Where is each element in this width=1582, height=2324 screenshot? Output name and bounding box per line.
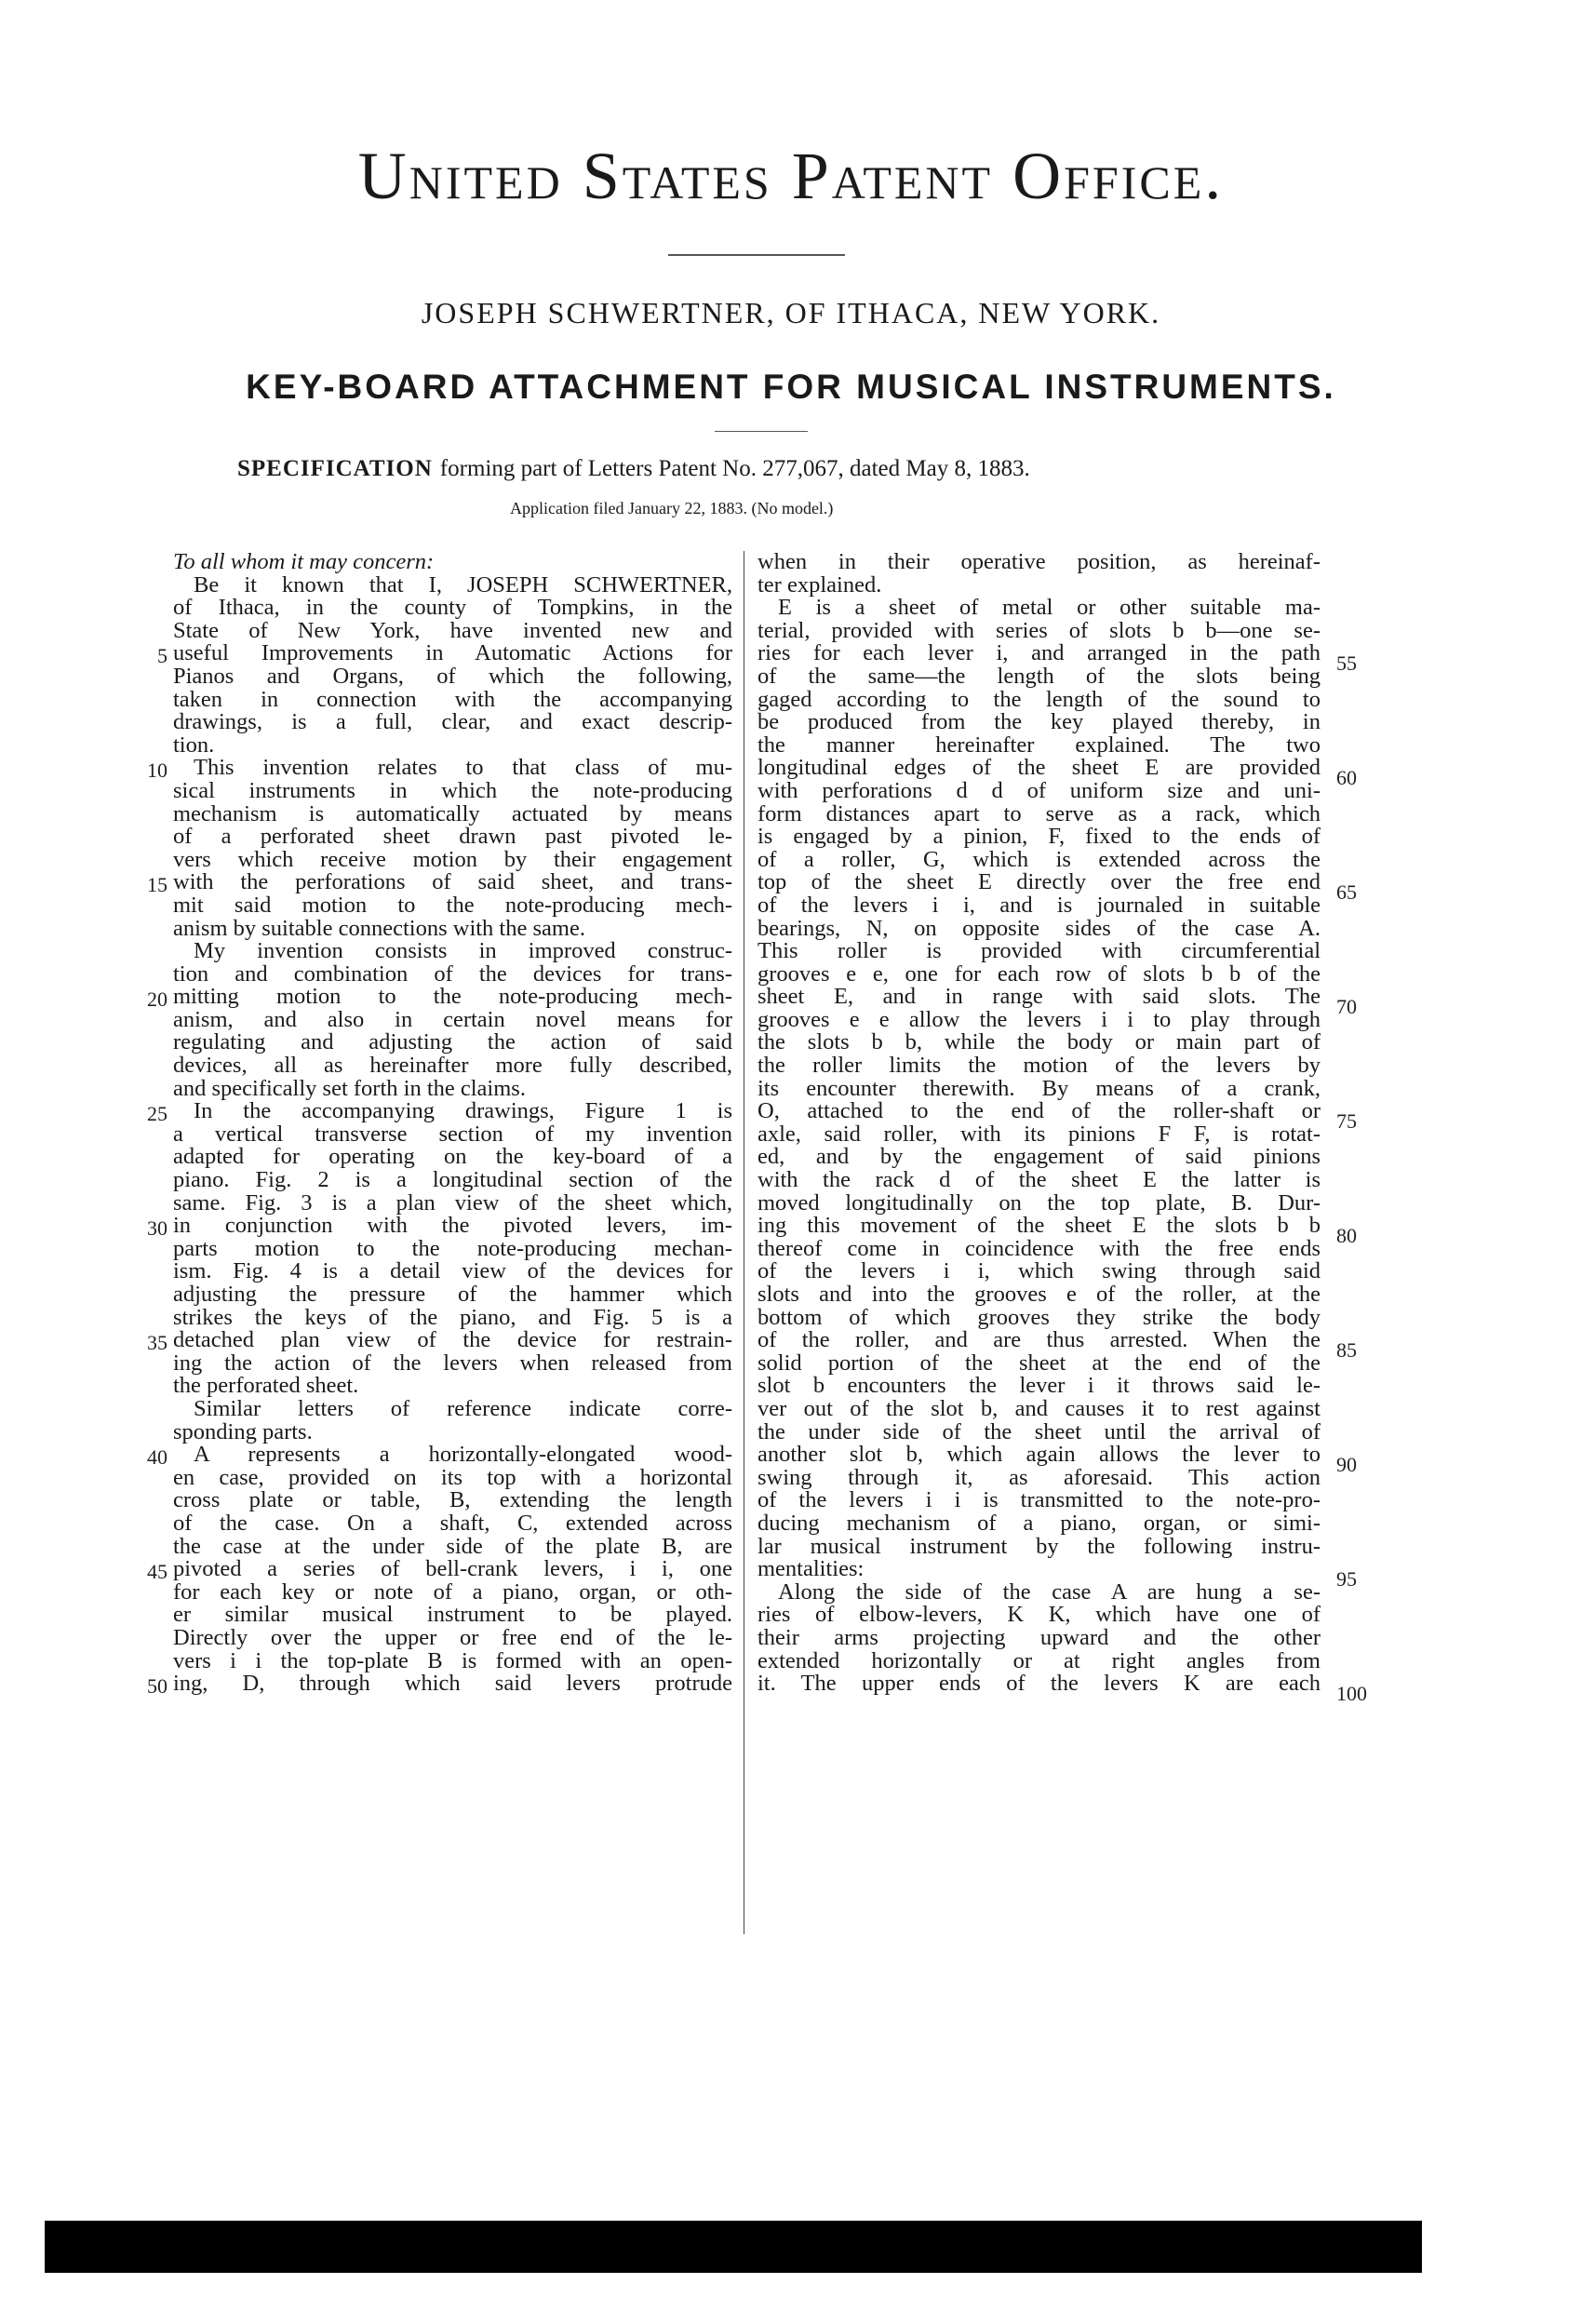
text-line: bearings, N, on opposite sides of the case A. — [757, 915, 1321, 941]
text-line: with the perforations of said sheet, and trans- — [173, 869, 732, 895]
text-line: of the levers i i, which swing through said — [757, 1258, 1321, 1284]
text-line: sical instruments in which the note-producing — [173, 777, 732, 803]
text-line: regulating and adjusting the action of said — [173, 1029, 732, 1055]
text-line: with the rack d of the sheet E the latter is — [757, 1167, 1321, 1193]
specification-text: forming part of Letters Patent No. 277,067, dated May 8, 1883. — [439, 456, 1030, 481]
text-line: To all whom it may concern: — [173, 549, 435, 574]
line-number: 60 — [1336, 766, 1357, 790]
text-line: In the accompanying drawings, Figure 1 is — [194, 1098, 732, 1124]
divider-rule — [715, 431, 808, 432]
left-column — [173, 551, 732, 1696]
text-line: State of New York, have invented new and — [173, 617, 732, 643]
text-line: thereof come in coincidence with the free ends — [757, 1235, 1321, 1261]
text-line: be produced from the key played thereby, in — [757, 709, 1321, 735]
text-line: adapted for operating on the key-board of a — [173, 1144, 732, 1170]
text-line: er similar musical instrument to be played. — [173, 1602, 732, 1628]
line-number: 30 — [147, 1216, 168, 1241]
text-line: My invention consists in improved construc- — [194, 938, 732, 964]
text-line: and specifically set forth in the claims. — [173, 1075, 526, 1101]
text-line: terial, provided with series of slots b b—one se- — [757, 617, 1321, 643]
text-line: ing, D, through which said levers protrude — [173, 1671, 732, 1697]
text-line: form distances apart to serve as a rack, which — [757, 800, 1321, 826]
text-line: devices, all as hereinafter more fully described, — [173, 1053, 732, 1079]
text-line: A represents a horizontally-elongated wood- — [194, 1442, 732, 1468]
line-number: 35 — [147, 1331, 168, 1355]
text-line: the slots b b, while the body or main part of — [757, 1029, 1321, 1055]
text-line: mentalities: — [757, 1556, 865, 1582]
text-line: mit said motion to the note-producing mech- — [173, 892, 732, 918]
line-number: 80 — [1336, 1224, 1357, 1248]
text-line: of the same—the length of the slots being — [757, 663, 1321, 689]
text-line: longitudinal edges of the sheet E are provided — [757, 755, 1321, 781]
text-line: Similar letters of reference indicate corre- — [194, 1395, 732, 1421]
text-line: the under side of the sheet until the arrival of — [757, 1418, 1321, 1444]
text-line: lar musical instrument by the following instru- — [757, 1533, 1321, 1559]
text-line: strikes the keys of the piano, and Fig. 5 is a — [173, 1304, 732, 1330]
text-line: with perforations d d of uniform size and uni- — [757, 777, 1321, 803]
specification-line — [237, 456, 1354, 482]
text-line: Along the side of the case A are hung a se- — [778, 1578, 1321, 1605]
text-line: of the levers i i, and is journaled in suitable — [757, 892, 1321, 918]
text-line: solid portion of the sheet at the end of the — [757, 1350, 1321, 1376]
text-line: sheet E, and in range with said slots. The — [757, 984, 1321, 1010]
text-line: Be it known that I, JOSEPH SCHWERTNER, — [194, 571, 732, 598]
inventor-line: JOSEPH SCHWERTNER, OF ITHACA, NEW YORK. — [421, 296, 1161, 329]
scan-edge-bar — [45, 2221, 1422, 2273]
text-line: of a perforated sheet drawn past pivoted le- — [173, 824, 732, 850]
text-line: extended horizontally or at right angles from — [757, 1647, 1321, 1673]
text-line: This roller is provided with circumferential — [757, 938, 1321, 964]
line-number: 65 — [1336, 880, 1357, 905]
text-line: tion and combination of the devices for trans- — [173, 960, 732, 987]
text-line: adjusting the pressure of the hammer which — [173, 1282, 732, 1307]
line-number: 40 — [147, 1445, 168, 1470]
text-line: the perforated sheet. — [173, 1373, 359, 1399]
text-line: tion. — [173, 732, 215, 758]
text-line: Pianos and Organs, of which the following, — [173, 663, 732, 689]
application-line: Application filed January 22, 1883. (No model.) — [510, 499, 834, 517]
right-column — [757, 551, 1321, 1696]
text-line: slots and into the grooves e of the roller, at the — [757, 1282, 1321, 1307]
text-line: ries for each lever i, and arranged in the path — [757, 640, 1321, 666]
text-line: drawings, is a full, clear, and exact descrip- — [173, 709, 732, 735]
text-line: ver out of the slot b, and causes it to rest against — [757, 1395, 1321, 1421]
text-line: vers which receive motion by their engagement — [173, 846, 732, 872]
text-line: ter explained. — [757, 571, 882, 598]
text-line: cross plate or table, B, extending the length — [173, 1487, 732, 1513]
text-line: pivoted a series of bell-crank levers, i i, one — [173, 1556, 732, 1582]
text-line: its encounter therewith. By means of a crank, — [757, 1075, 1321, 1101]
text-line: the case at the under side of the plate B, are — [173, 1533, 732, 1559]
text-line: for each key or note of a piano, organ, or oth- — [173, 1578, 732, 1605]
text-line: anism, and also in certain novel means for — [173, 1006, 732, 1032]
text-line: ing the action of the levers when released from — [173, 1350, 732, 1376]
text-line: of the case. On a shaft, C, extended across — [173, 1510, 732, 1536]
text-line: of the roller, and are thus arrested. When the — [757, 1327, 1321, 1353]
line-number: 15 — [147, 873, 168, 897]
line-number: 90 — [1336, 1453, 1357, 1477]
text-line: Directly over the upper or free end of the le- — [173, 1624, 732, 1650]
text-line: grooves e e, one for each row of slots b b of the — [757, 960, 1321, 987]
office-heading: United States Patent Office. — [357, 139, 1225, 213]
text-line: swing through it, as aforesaid. This action — [757, 1464, 1321, 1490]
text-line: a vertical transverse section of my invention — [173, 1121, 732, 1147]
line-number: 55 — [1336, 652, 1357, 676]
patent-title: KEY-BOARD ATTACHMENT FOR MUSICAL INSTRUMENTS. — [246, 368, 1336, 406]
text-line: slot b encounters the lever i it throws said le- — [757, 1373, 1321, 1399]
text-line: taken in connection with the accompanying — [173, 686, 732, 712]
text-line: O, attached to the end of the roller-shaft or — [757, 1098, 1321, 1124]
text-line: axle, said roller, with its pinions F F, is rotat- — [757, 1121, 1321, 1147]
text-line: parts motion to the note-producing mechan- — [173, 1235, 732, 1261]
line-number: 100 — [1336, 1682, 1367, 1706]
text-line: the roller limits the motion of the levers by — [757, 1053, 1321, 1079]
text-line: the manner hereinafter explained. The two — [757, 732, 1321, 758]
text-line: in conjunction with the pivoted levers, im- — [173, 1213, 732, 1239]
text-line: E is a sheet of metal or other suitable ma- — [778, 595, 1321, 621]
text-line: en case, provided on its top with a horizontal — [173, 1464, 732, 1490]
line-number: 95 — [1336, 1567, 1357, 1592]
line-number: 50 — [147, 1674, 168, 1699]
text-line: of a roller, G, which is extended across the — [757, 846, 1321, 872]
line-number: 5 — [157, 644, 168, 668]
line-number: 45 — [147, 1560, 168, 1584]
divider-rule — [668, 254, 845, 256]
line-number: 25 — [147, 1102, 168, 1126]
text-line: same. Fig. 3 is a plan view of the sheet which, — [173, 1189, 732, 1216]
text-line: ing this movement of the sheet E the slots b b — [757, 1213, 1321, 1239]
text-line: detached plan view of the device for restrain- — [173, 1327, 732, 1353]
text-line: is engaged by a pinion, F, fixed to the ends of — [757, 824, 1321, 850]
text-line: when in their operative position, as hereinaf- — [757, 549, 1321, 574]
line-number: 20 — [147, 987, 168, 1012]
text-line: of the levers i i is transmitted to the note-pro- — [757, 1487, 1321, 1513]
text-line: anism by suitable connections with the same. — [173, 915, 585, 941]
text-line: mechanism is automatically actuated by means — [173, 800, 732, 826]
text-line: mitting motion to the note-producing mech- — [173, 984, 732, 1010]
text-line: moved longitudinally on the top plate, B. Dur- — [757, 1189, 1321, 1216]
text-line: bottom of which grooves they strike the body — [757, 1304, 1321, 1330]
line-number: 75 — [1336, 1109, 1357, 1134]
text-line: This invention relates to that class of mu- — [194, 755, 732, 781]
text-line: ries of elbow-levers, K K, which have one of — [757, 1602, 1321, 1628]
text-line: ed, and by the engagement of said pinions — [757, 1144, 1321, 1170]
text-line: piano. Fig. 2 is a longitudinal section of the — [173, 1167, 732, 1193]
text-line: top of the sheet E directly over the free end — [757, 869, 1321, 895]
text-line: vers i i the top-plate B is formed with an open- — [173, 1647, 732, 1673]
text-line: ism. Fig. 4 is a detail view of the devices for — [173, 1258, 732, 1284]
text-line: of Ithaca, in the county of Tompkins, in the — [173, 595, 732, 621]
text-line: sponding parts. — [173, 1418, 313, 1444]
text-line: another slot b, which again allows the lever to — [757, 1442, 1321, 1468]
text-line: grooves e e allow the levers i i to play through — [757, 1006, 1321, 1032]
line-number: 10 — [147, 759, 168, 783]
line-number: 70 — [1336, 995, 1357, 1019]
line-number: 85 — [1336, 1338, 1357, 1363]
text-line: it. The upper ends of the levers K are each — [757, 1671, 1321, 1697]
text-line: useful Improvements in Automatic Actions for — [173, 640, 732, 666]
text-line: gaged according to the length of the sound to — [757, 686, 1321, 712]
text-line: ducing mechanism of a piano, organ, or simi- — [757, 1510, 1321, 1536]
text-line: their arms projecting upward and the other — [757, 1624, 1321, 1650]
specification-lead: SPECIFICATION — [237, 456, 433, 481]
